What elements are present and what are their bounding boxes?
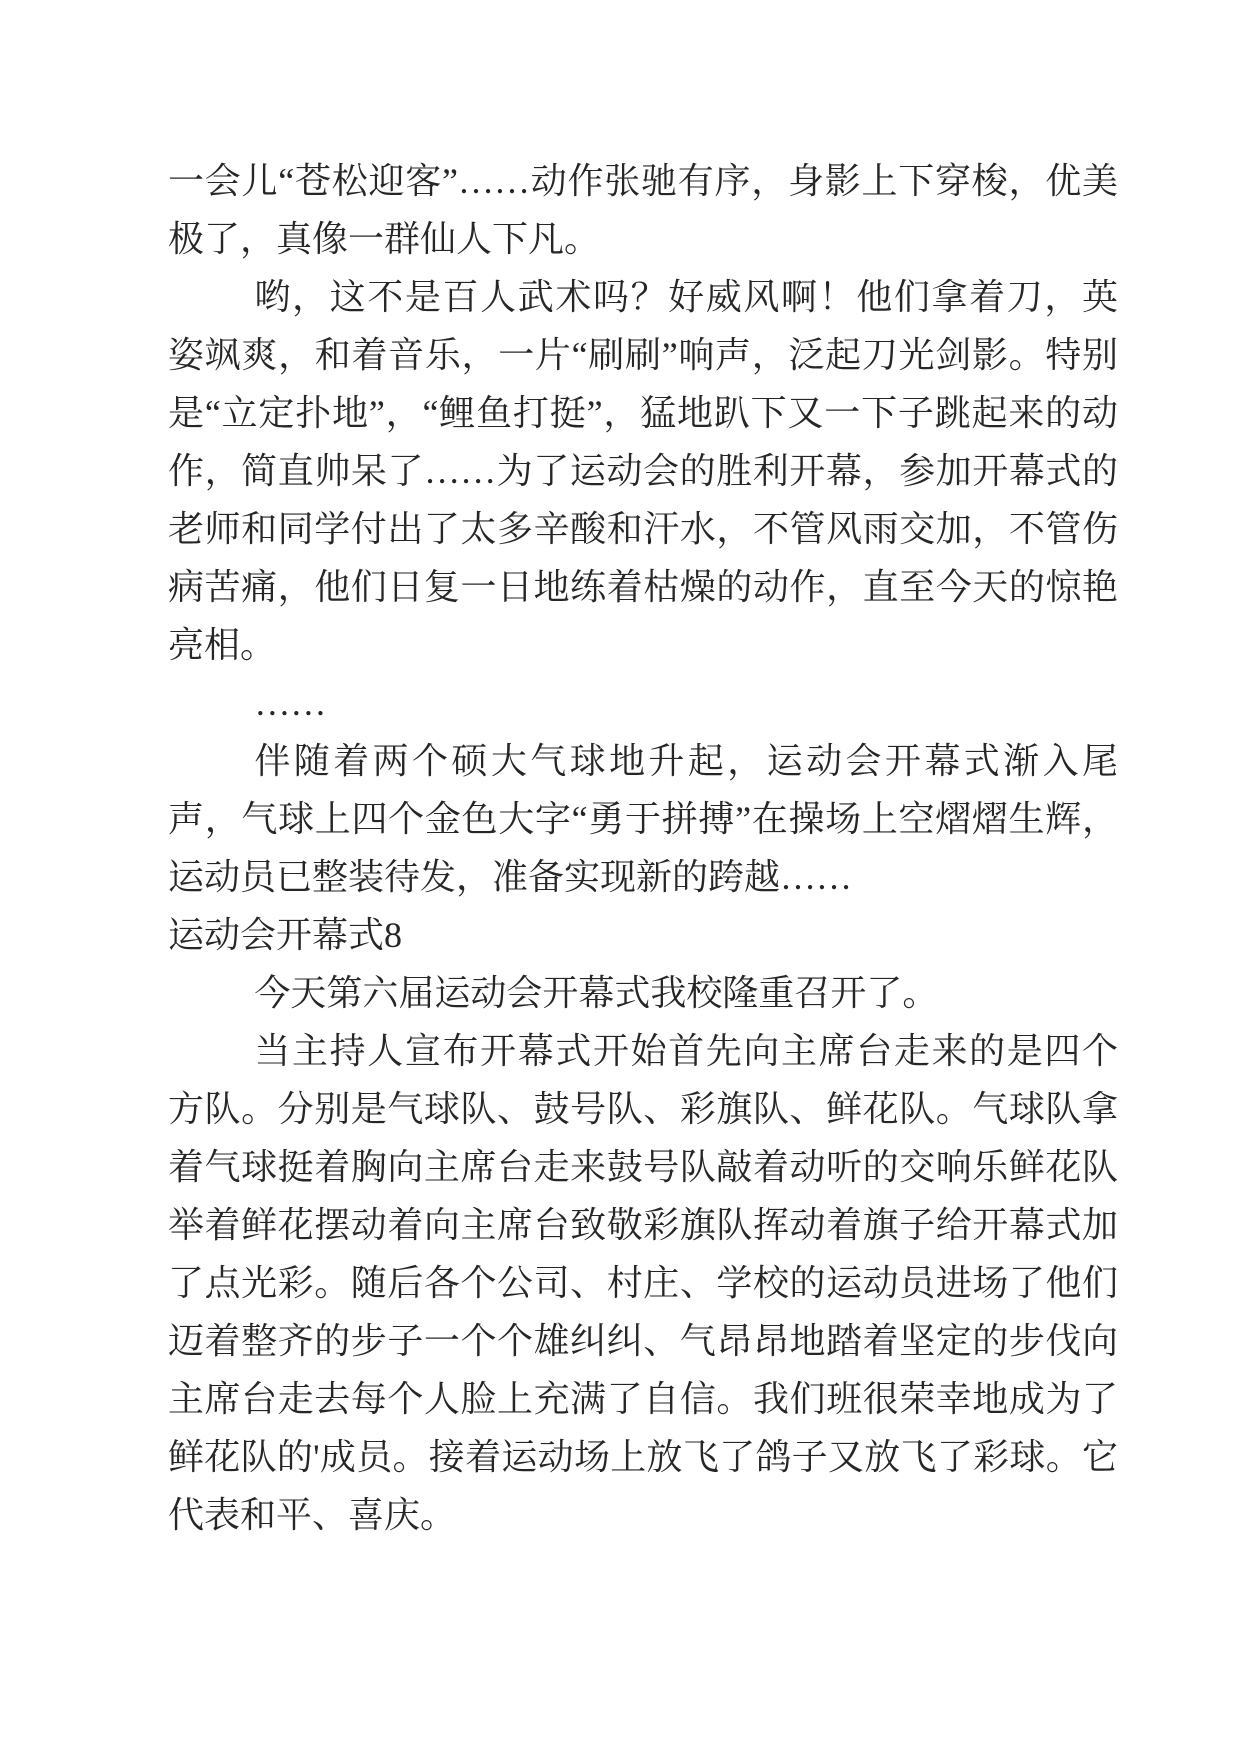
- paragraph: 今天第六届运动会开幕式我校隆重召开了。: [254, 973, 939, 1013]
- paragraph: 伴随着两个硕大气球地升起，运动会开幕式渐入尾声，气球上四个金色大字“勇于拼搏”在操场上空熠熠生辉，运动员已整装待发，准备实现新的跨越……: [168, 741, 1118, 897]
- paragraph: ……: [254, 683, 327, 723]
- paragraph: 哟，这不是百人武术吗？好威风啊！他们拿着刀，英姿飒爽，和着音乐，一片“刷刷”响声，泛起刀光剑影。特别是“立定扑地”，“鲤鱼打挺”，猛地趴下又一下子跳起来的动作，简直帅呆了……为了运动会的胜利开幕，参加开幕式的老师和同学付出了太多辛酸和汗水，不管风雨交加，不管伤病苦痛，他们日复一日地练着枯燥的动作，直至今天的惊艳亮相。: [168, 277, 1118, 665]
- section-heading: 运动会开幕式8: [168, 915, 403, 955]
- paragraph: 一会儿“苍松迎客”……动作张驰有序，身影上下穿梭，优美极了，真像一群仙人下凡。: [168, 161, 1118, 259]
- paragraph: 当主持人宣布开幕式开始首先向主席台走来的是四个方队。分别是气球队、鼓号队、彩旗队、鲜花队。气球队拿着气球挺着胸向主席台走来鼓号队敲着动听的交响乐鲜花队举着鲜花摆动着向主席台致敬彩旗队挥动着旗子给开幕式加了点光彩。随后各个公司、村庄、学校的运动员进场了他们迈着整齐的步子一个个雄纠纠、气昂昂地踏着坚定的步伐向主席台走去每个人脸上充满了自信。我们班很荣幸地成为了鲜花队的'成员。接着运动场上放飞了鸽子又放飞了彩球。它代表和平、喜庆。: [168, 1031, 1118, 1535]
- document-body: [168, 152, 1118, 1544]
